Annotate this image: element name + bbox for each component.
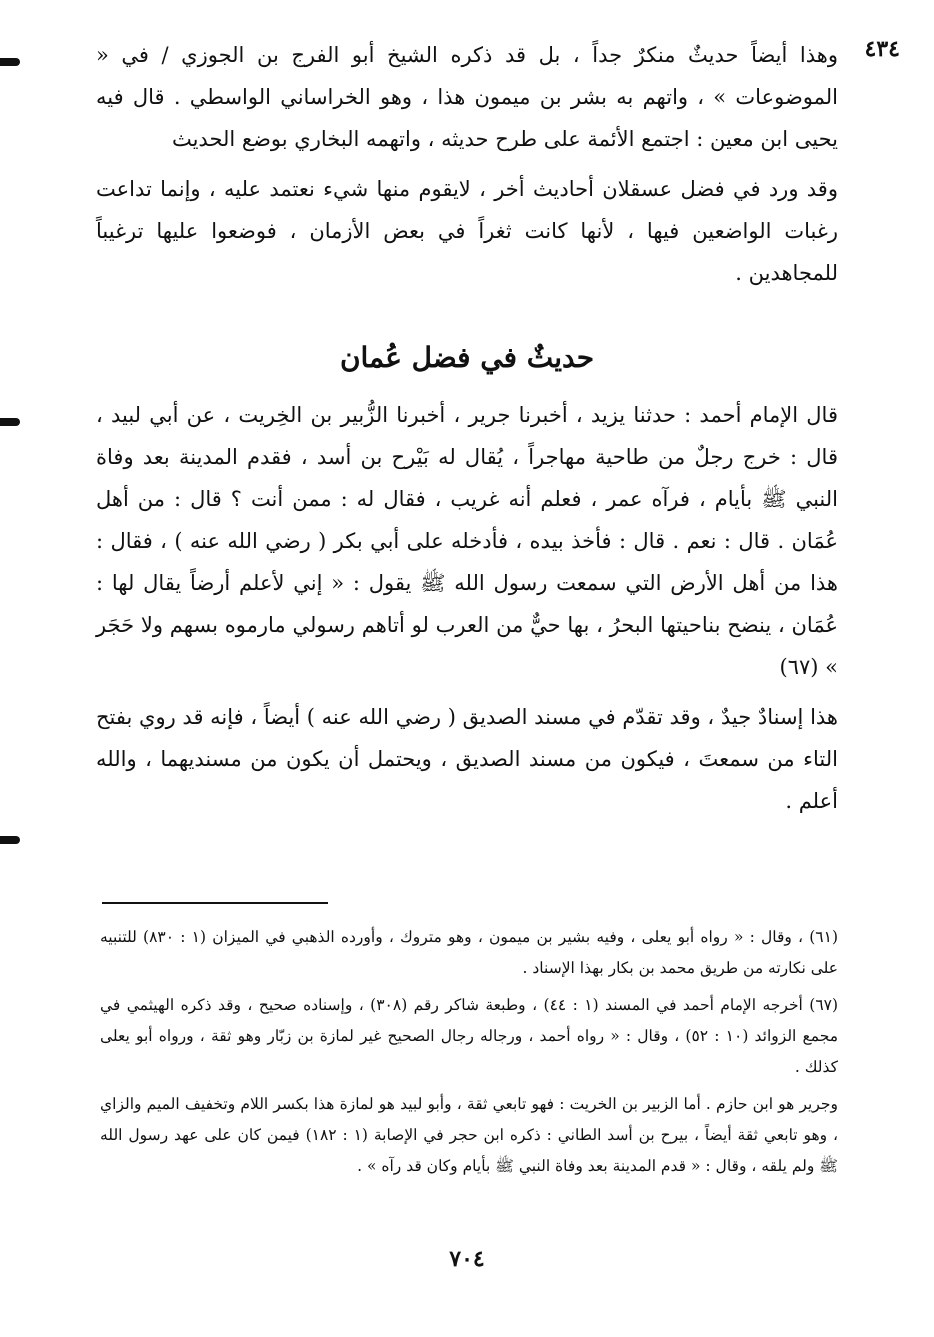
footnotes [100, 922, 838, 1188]
scan-binding-mark [0, 58, 20, 66]
paragraph: هذا إسنادٌ جيدٌ ، وقد تقدّم في مسند الصديق ( رضي الله عنه ) أيضاً ، فإنه قد روي بفتح التاء من سمعتَ ، فيكون من مسند الصديق ، ويحتمل أن يكون من مسنديهما ، والله أعلم . [96, 705, 838, 813]
paragraph: وهذا أيضاً حديثٌ منكرٌ جداً ، بل قد ذكره الشيخ أبو الفرج بن الجوزي / في « الموضوعات » ، واتهم به بشر بن ميمون هذا ، وهو الخراساني الواسطي . قال فيه يحيى ابن معين : اجتمع الأئمة على طرح حديثه ، واتهمه البخاري بوضع الحديث [96, 43, 838, 151]
paragraph: وقد ورد في فضل عسقلان أحاديث أخر ، لايقوم منها شيء نعتمد عليه ، وإنما تداعت رغبات الواضعين فيها ، لأنها كانت ثغراً في بعض الأزمان ، فوضعوا عليها ترغيباً للمجاهدين . [96, 177, 838, 285]
paragraph: قال الإمام أحمد : حدثنا يزيد ، أخبرنا جرير ، أخبرنا الزُّبير بن الخِريت ، عن أبي لبيد ، قال : خرج رجلٌ من طاحية مهاجراً ، يُقال له بَيْرح بن أسد ، فقدم المدينة بعد وفاة النبي ﷺ بأيام ، فرآه عمر ، فعلم أنه غريب ، فقال له : ممن أنت ؟ قال : من أهل عُمَان . قال : نعم . قال : فأخذ بيده ، فأدخله على أبي بكر ( رضي الله عنه ) ، فقال : هذا من أهل الأرض التي سمعت رسول الله ﷺ يقول : « إني لأعلم أرضاً يقال لها : عُمَان ، ينضح بناحيتها البحرُ ، بها حيٌّ من العرب لو أتاهم رسولي مارموه بسهم ولا حَجَر » (٦٧) [96, 403, 838, 679]
footnote-divider [102, 902, 328, 904]
main-text [96, 34, 838, 830]
footnote: وجرير هو ابن حازم . أما الزبير بن الخريت : فهو تابعي ثقة ، وأبو لبيد هو لمازة هذا بكسر اللام وتخفيف الميم والزاي ، وهو تابعي ثقة أيضاً ، بيرح بن أسد الطاني : ذكره ابن حجر في الإصابة (١ : ١٨٢) فيمن كان على عهد رسول الله ﷺ ولم يلقه ، وقال : « قدم المدينة بعد وفاة النبي ﷺ بأيام وكان قد رآه » . [100, 1095, 839, 1175]
scan-binding-mark [0, 836, 20, 844]
scan-binding-mark [0, 418, 20, 426]
footnote: (٦٧) أخرجه الإمام أحمد في المسند (١ : ٤٤) ، وطبعة شاكر رقم (٣٠٨) ، وإسناده صحيح ، وقد ذكره الهيثمي في مجمع الزوائد (١٠ : ٥٢) ، وقال : « رواه أحمد ، ورجاله رجال الصحيح غير لمازة بن زبّار وهو ثقة ، ورواه أبو يعلى كذلك . [100, 996, 839, 1076]
page-number-bottom: ٧٠٤ [449, 1246, 485, 1272]
page-number-top: ٤٣٤ [864, 36, 900, 62]
footnote: (٦١) ، وقال : « رواه أبو يعلى ، وفيه بشير بن ميمون ، وهو متروك ، وأورده الذهبي في الميزان (١ : ٨٣٠) للتنبيه على نكارته من طريق محمد بن بكار بهذا الإسناد . [100, 928, 838, 977]
section-heading: حديثٌ في فضل عُمان [339, 341, 595, 374]
